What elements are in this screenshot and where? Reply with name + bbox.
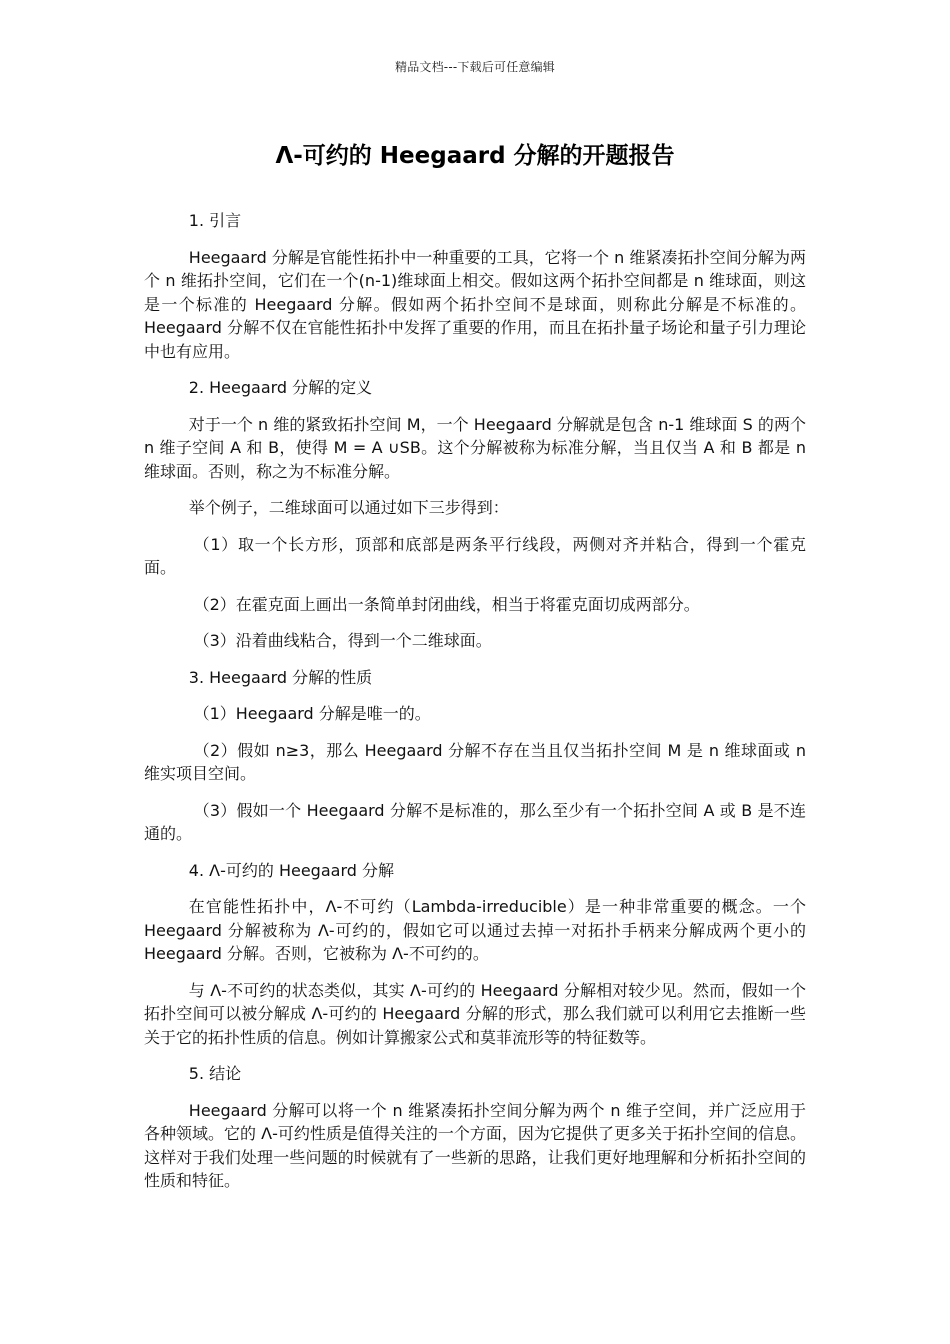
section-heading-definition: 2. Heegaard 分解的定义: [188, 378, 373, 397]
document-title: Λ-可约的 Heegaard 分解的开题报告: [275, 143, 675, 169]
document-body: [144, 209, 806, 1206]
paragraph-example-intro: 举个例子，二维球面可以通过如下三步得到：: [188, 498, 509, 517]
list-item-property-2: （2）假如 n≥3，那么 Heegaard 分解不存在当且仅当拓扑空间 M 是 n 维球面或 n 维实项目空间。: [144, 740, 806, 783]
section-heading-conclusion: 5. 结论: [188, 1064, 242, 1083]
list-item-step-1: （1）取一个长方形，顶部和底部是两条平行线段，两侧对齐并粘合，得到一个霍克面。: [144, 534, 806, 577]
section-heading-introduction: 1. 引言: [188, 211, 242, 230]
list-item-step-3: （3）沿着曲线粘合，得到一个二维球面。: [193, 631, 492, 650]
paragraph-lambda-application: 与 Λ-不可约的状态类似，其实 Λ-可约的 Heegaard 分解相对较少见。然而，假如一个拓扑空间可以被分解成 Λ-可约的 Heegaard 分解的形式，那么我们就可以利用它去推断一些关于它的拓扑性质的信息。例如计算搬家公式和莫菲流形等的特征数等。: [144, 980, 806, 1047]
header-note: 精品文档---下载后可任意编辑: [395, 60, 555, 74]
list-item-property-3: （3）假如一个 Heegaard 分解不是标准的，那么至少有一个拓扑空间 A 或 B 是不连通的。: [144, 800, 806, 843]
section-heading-properties: 3. Heegaard 分解的性质: [188, 667, 373, 687]
list-item-step-2: （2）在霍克面上画出一条简单封闭曲线，相当于将霍克面切成两部分。: [193, 594, 700, 614]
paragraph-lambda-definition: 在官能性拓扑中，Λ-不可约（Lambda-irreducible）是一种非常重要的概念。一个 Heegaard 分解被称为 Λ-可约的，假如它可以通过去掉一对拓扑手柄来分解成两个更小的 Heegaard 分解。否则，它被称为 Λ-不可约的。: [144, 897, 806, 963]
paragraph-introduction: Heegaard 分解是官能性拓扑中一种重要的工具，它将一个 n 维紧凑拓扑空间分解为两个 n 维拓扑空间，它们在一个(n-1)维球面上相交。假如这两个拓扑空间都是 n 维球面，则这是一个标准的 Heegaard 分解。假如两个拓扑空间不是球面，则称此分解是不标准的。Heegaard 分解不仅在官能性拓扑中发挥了重要的作用，而且在拓扑量子场论和量子引力理论中也有应用。: [144, 247, 806, 361]
list-item-property-1: （1）Heegaard 分解是唯一的。: [193, 704, 431, 723]
paragraph-definition: 对于一个 n 维的紧致拓扑空间 M，一个 Heegaard 分解就是包含 n-1 维球面 S 的两个 n 维子空间 A 和 B，使得 M = A ∪SB。这个分解被称为标准分解，当且仅当 A 和 B 都是 n 维球面。否则，称之为不标准分解。: [144, 414, 806, 481]
paragraph-conclusion: Heegaard 分解可以将一个 n 维紧凑拓扑空间分解为两个 n 维子空间，并广泛应用于各种领域。它的 Λ-可约性质是值得关注的一个方面，因为它提供了更多关于拓扑空间的信息。这样对于我们处理一些问题的时候就有了一些新的思路，让我们更好地理解和分析拓扑空间的性质和特征。: [144, 1100, 806, 1190]
section-heading-lambda-reducible: 4. Λ-可约的 Heegaard 分解: [188, 860, 394, 880]
